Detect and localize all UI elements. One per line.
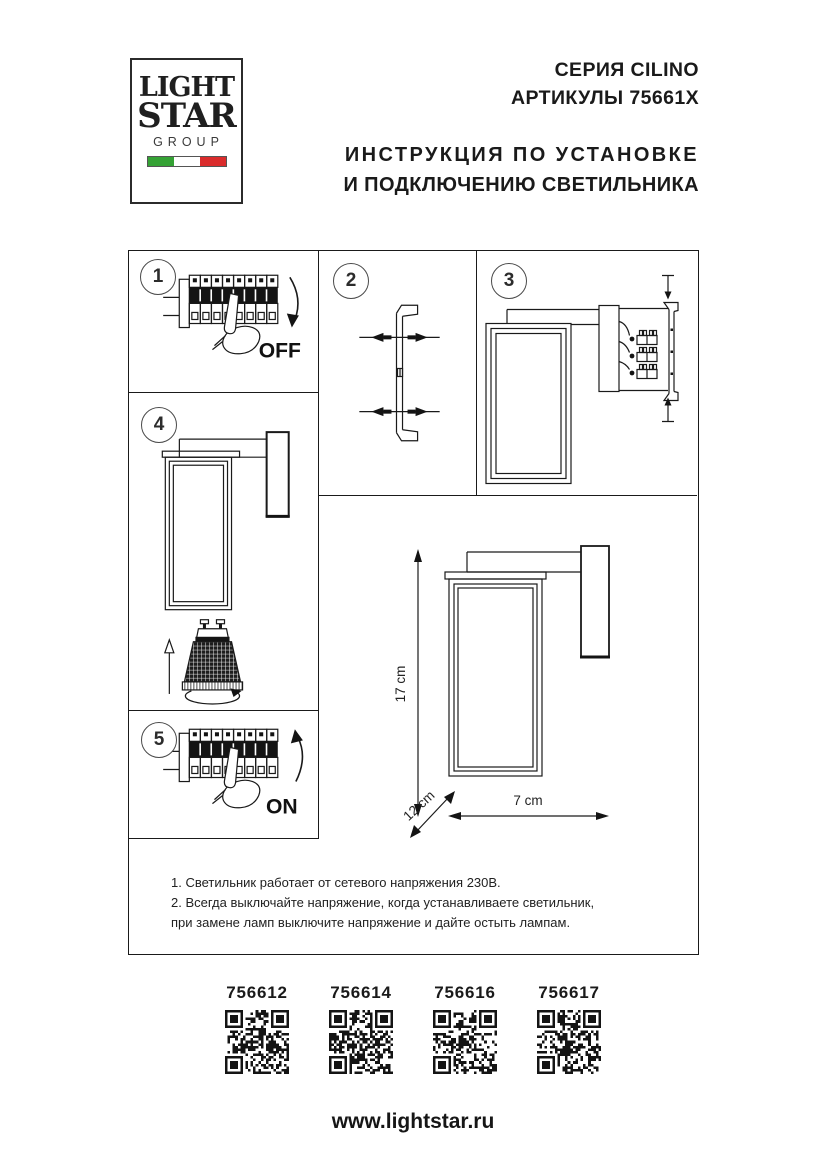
articles-title: АРТИКУЛЫ 75661X (511, 87, 699, 109)
italy-flag-icon (147, 156, 227, 167)
qr-code (433, 1010, 497, 1074)
qr-item (224, 983, 290, 1074)
flag-red-stripe (200, 157, 226, 166)
qr-item (432, 983, 498, 1074)
step-1-panel-breaker-off (129, 251, 319, 393)
article-number: 756616 (434, 983, 496, 1002)
qr-item (328, 983, 394, 1074)
mounting-bracket-side (664, 303, 678, 401)
lamp-top-cap (162, 451, 239, 457)
instruction-title-line2: И ПОДКЛЮЧЕНИЮ СВЕТИЛЬНИКА (343, 174, 699, 196)
step-number-badge (141, 407, 177, 443)
wall-mount (581, 546, 609, 657)
flag-white-stripe (174, 157, 200, 166)
height-label: 17 cm (393, 665, 408, 703)
qr-code (225, 1010, 289, 1074)
step-2-panel-bracket (319, 251, 477, 496)
step-4-panel-bulb (129, 393, 319, 711)
depth-dimension (400, 788, 455, 838)
website-url: www.lightstar.ru (331, 1110, 495, 1133)
lamp-arm (467, 552, 581, 572)
lamp-arm (179, 439, 266, 457)
step-number: 4 (153, 414, 165, 435)
installation-diagram-grid (128, 250, 699, 955)
arrow-down-icon (287, 277, 299, 327)
logo-word-light: LIGHT (138, 72, 235, 103)
qr-code (329, 1010, 393, 1074)
step-number: 1 (152, 266, 164, 287)
step-5-panel-breaker-on (129, 711, 319, 839)
wires (619, 322, 634, 376)
depth-label: 12 cm (400, 787, 438, 824)
lamp-arm (507, 310, 599, 325)
height-dimension (393, 549, 422, 817)
rotate-arrow-icon (185, 688, 241, 704)
screw-line-bottom (359, 407, 439, 416)
qr-code (537, 1010, 601, 1074)
step-number-badge (491, 263, 527, 299)
step-number-badge (140, 259, 176, 295)
screw-top (662, 276, 674, 300)
on-label: ON (265, 795, 298, 819)
document-header (343, 56, 699, 200)
note-line: 1. Светильник работает от сетевого напряжения 230В. (171, 875, 501, 890)
screw-line-top (359, 333, 439, 342)
lightstar-logo (130, 58, 243, 204)
width-dimension (448, 793, 609, 820)
note-line: при замене ламп выключите напряжение и дайте остыть лампам. (171, 915, 571, 930)
qr-item (536, 983, 602, 1074)
lamp-frame (449, 579, 542, 776)
step-number: 3 (503, 270, 515, 291)
mounting-bracket (396, 305, 417, 441)
series-title: СЕРИЯ CILINO (554, 59, 699, 81)
article-number: 756614 (330, 983, 392, 1002)
article-qr-row (0, 983, 826, 1074)
lamp-frame (165, 457, 231, 609)
arrow-up-icon (291, 729, 303, 781)
step-number: 5 (153, 729, 165, 750)
flag-green-stripe (148, 157, 174, 166)
insert-arrow-up-icon (165, 640, 174, 694)
off-label: OFF (258, 339, 301, 363)
wall-plate (599, 306, 619, 392)
step-number-badge (141, 722, 177, 758)
logo-word-star: STAR (137, 96, 236, 136)
article-number: 756617 (538, 983, 600, 1002)
step-3-panel-wiring (477, 251, 697, 496)
wall-mount (267, 432, 289, 516)
step-number-badge (333, 263, 369, 299)
lamp-frame (486, 324, 571, 484)
safety-notes (171, 873, 651, 933)
step-number: 2 (345, 270, 357, 291)
logo-word-group: GROUP (153, 135, 224, 149)
lamp-top-cap (445, 572, 546, 579)
width-label: 7 cm (513, 793, 543, 808)
gu10-bulb-icon (182, 620, 242, 690)
note-line: 2. Всегда выключайте напряжение, когда устанавливаете светильник, (171, 895, 595, 910)
terminal-blocks (637, 331, 657, 379)
instruction-title-line1: ИНСТРУКЦИЯ ПО УСТАНОВКЕ (344, 144, 699, 166)
article-number: 756612 (226, 983, 288, 1002)
